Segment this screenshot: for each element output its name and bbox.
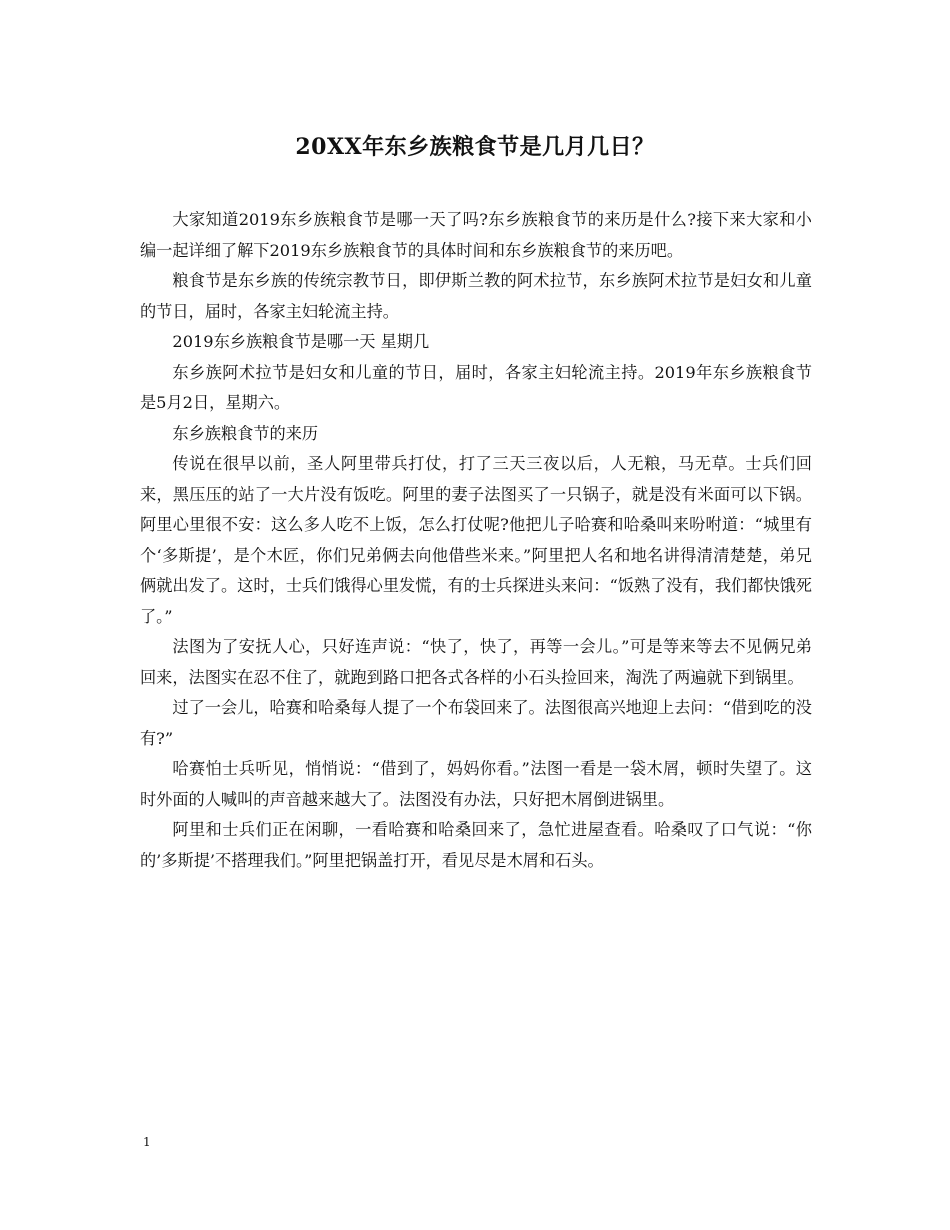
paragraph: 东乡族阿术拉节是妇女和儿童的节日，届时，各家主妇轮流主持。2019年东乡族粮食节是5月2日，星期六。 bbox=[140, 362, 812, 412]
paragraph: 法图为了安抚人心，只好连声说：“快了，快了，再等一会儿。”可是等来等去不见俩兄弟回来，法图实在忍不住了，就跑到路口把各式各样的小石头捡回来，淘洗了两遍就下到锅里。 bbox=[140, 637, 812, 687]
paragraph: 过了一会儿，哈赛和哈桑每人提了一个布袋回来了。法图很高兴地迎上去问：“借到吃的没有?” bbox=[140, 698, 812, 748]
paragraph: 粮食节是东乡族的传统宗教节日，即伊斯兰教的阿术拉节，东乡族阿术拉节是妇女和儿童的节日，届时，各家主妇轮流主持。 bbox=[140, 271, 812, 321]
subheading: 东乡族粮食节的来历 bbox=[172, 423, 319, 443]
paragraph: 传说在很早以前，圣人阿里带兵打仗，打了三天三夜以后，人无粮，马无草。士兵们回来，黑压压的站了一大片没有饭吃。阿里的妻子法图买了一只锅子，就是没有米面可以下锅。阿里心里很不安：这么多人吃不上饭，怎么打仗呢?他把儿子哈赛和哈桑叫来吩咐道：“城里有个‘多斯提’，是个木匠，你们兄弟俩去向他借些米来。”阿里把人名和地名讲得清清楚楚，弟兄俩就出发了。这时，士兵们饿得心里发慌，有的士兵探进头来问：“饭熟了没有，我们都快饿死了。” bbox=[140, 454, 812, 626]
page-number: 1 bbox=[143, 1135, 151, 1149]
paragraph: 哈赛怕士兵听见，悄悄说：“借到了，妈妈你看。”法图一看是一袋木屑，顿时失望了。这时外面的人喊叫的声音越来越大了。法图没有办法，只好把木屑倒进锅里。 bbox=[140, 759, 812, 809]
subheading: 2019东乡族粮食节是哪一天 星期几 bbox=[172, 332, 430, 351]
document-title: 20XX年东乡族粮食节是几月几日？ bbox=[295, 134, 655, 160]
paragraph: 大家知道2019东乡族粮食节是哪一天了吗?东乡族粮食节的来历是什么?接下来大家和小编一起详细了解下2019东乡族粮食节的具体时间和东乡族粮食节的来历吧。 bbox=[140, 210, 812, 260]
paragraph: 阿里和士兵们正在闲聊，一看哈赛和哈桑回来了，急忙进屋查看。哈桑叹了口气说：“你的’多斯提’不搭理我们。”阿里把锅盖打开，看见尽是木屑和石头。 bbox=[140, 820, 812, 870]
document-body bbox=[140, 205, 812, 876]
